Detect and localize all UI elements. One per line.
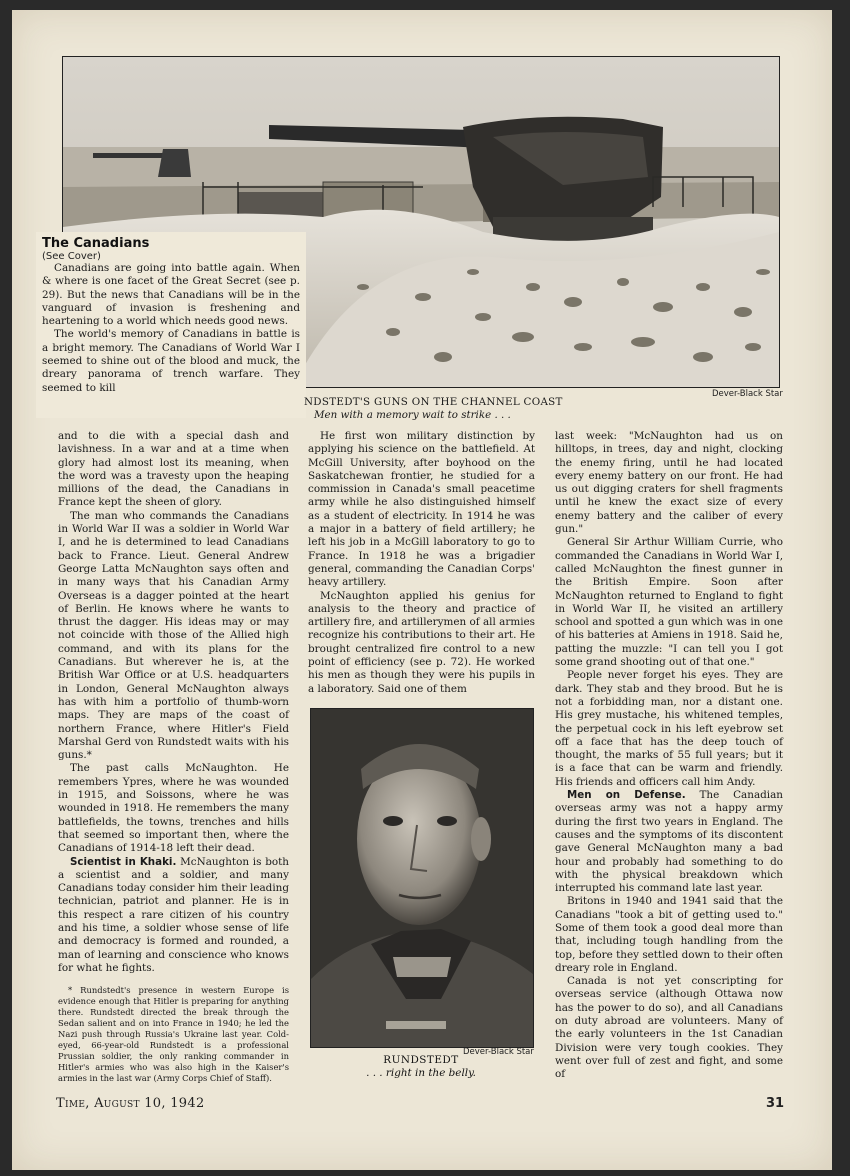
- portrait-credit: Dever-Black Star: [463, 1047, 534, 1057]
- body-paragraph: [58, 856, 289, 976]
- body-paragraph: The man who commands the Canadians in World War II was a soldier in World War I, and he is determined to lead Canadians back to France. Lieut. General Andrew George Latta McNaughton says often and in many ways that his Canadian Army Overseas is a dagger pointed at the heart of Berlin. He knows where he wants to thrust the dagger. His ideas may or may not coincide with those of the Allied high command, and with its plans for the Canadians. But wherever he is, at the British War Office or at U.S. headquarters in London, General McNaughton always has with him a portfolio of thumb-worn maps. They are maps of the coast of northern France, where Hitler's Field Marshal Gerd von Rundstedt waits with his guns.*: [58, 509, 289, 762]
- body-paragraph: He first won military distinction by applying his science on the battlefield. At McGill University, after boyhood on the Saskatchewan frontier, he studied for a commission in Canada's small peacetime army while he also distinguished himself as a student of electricity. In 1914 he was a major in a battery of field artillery; he left his job in a McGill laboratory to go to France. In 1918 he was a brigadier general, commanding the Canadian Corps' heavy artillery.: [308, 430, 535, 589]
- body-paragraph: last week: "McNaughton had us on hilltops, in trees, day and night, clocking the enemy firing, until he had located every enemy battery on our front. He had us out digging craters for shell fragments until he knew the exact size of every enemy battery and the caliber of every gun.": [555, 430, 783, 536]
- rundstedt-portrait: [310, 708, 534, 1048]
- top-photo-caption-line: Men with a memory wait to strike . . .: [314, 409, 511, 421]
- body-paragraph: General Sir Arthur William Currie, who commanded the Canadians in World War I, called McNaughton the finest gunner in the British Empire. Soon after McNaughton returned to England to fight in World War II, he visited an artillery school and spotted a gun which was in one of his batteries at Amiens in 1918. Said he, patting the muzzle: "I can tell you I got some grand shooting out of that one.": [555, 536, 783, 669]
- subhead-scientist-in-khaki: Scientist in Khaki.: [70, 855, 177, 868]
- intro-paragraph: The world's memory of Canadians in battle is a bright memory. The Canadians of World War I seemed to shine out of the blood and muck, the dreary panorama of trench warfare. They seemed to kill: [42, 328, 300, 394]
- top-photo-caption: [304, 396, 563, 422]
- page-number: 31: [766, 1096, 785, 1111]
- column-3: [555, 430, 783, 1082]
- body-paragraph: and to die with a special dash and lavishness. In a war and at a time when glory had almost lost its meaning, when the word was a travesty upon the heaping millions of the dead, the Canadians in France kept the sheen of glory.: [58, 430, 289, 509]
- top-photo-credit: Dever-Black Star: [712, 389, 783, 399]
- column-1: [58, 430, 289, 1084]
- body-paragraph: Britons in 1940 and 1941 said that the Canadians "took a bit of getting used to." Some of them took a good deal more than that, including tough handling from the top, before they settled down to their often dreary role in England.: [555, 895, 783, 974]
- rundstedt-portrait-illustration: [311, 709, 533, 1047]
- section-heading: The Canadians: [42, 236, 150, 251]
- intro-box: [36, 232, 306, 418]
- footnote-text: * Rundstedt's presence in western Europe is evidence enough that Hitler is preparing for anything there. Rundstedt directed the break through the Sedan salient and on into France in 1940; he led the Nazi push through Russia's Ukraine last year. Cold-eyed, 66-year-old Rundstedt is a professional Prussian soldier, the only ranking commander in Hitler's armies who was also high in the Kaiser's armies in the last war (Army Corps Chief of Staff).: [58, 985, 289, 1084]
- column-2: [308, 430, 535, 696]
- portrait-caption-line: . . . right in the belly.: [366, 1067, 476, 1079]
- body-paragraph: People never forget his eyes. They are dark. They stab and they brood. But he is not a forbidding man, nor a distant one. His grey mustache, his whitened temples, the perpetual cock in his left eyebrow set off a face that has the deep touch of thought, the marks of 55 full years; but it is a face that can be warm and friendly. His friends and officers call him Andy.: [555, 669, 783, 788]
- body-paragraph: [555, 789, 783, 895]
- body-text: McNaughton is both a scientist and a soldier, and many Canadians today consider him their leading technician, patriot and planner. He is in this respect a rare citizen of his country and his time, a soldier whose sense of life and democracy is formed and rounded, a man of learning and conscience who knows for what he fights.: [58, 855, 289, 974]
- portrait-caption: [310, 1054, 532, 1080]
- body-paragraph: McNaughton applied his genius for analysis to the theory and practice of artillery fire, and artillerymen of all armies recognize his contributions to their art. He brought centralized fire control to a new point of efficiency (see p. 72). He worked his men as though they were his pupils in a laboratory. Said one of them: [308, 589, 535, 695]
- top-photo-caption-title: NDSTEDT'S GUNS ON THE CHANNEL COAST: [304, 396, 563, 408]
- subhead-men-on-defense: Men on Defense.: [567, 789, 686, 802]
- footer-publication: Time, August 10, 1942: [56, 1096, 205, 1111]
- intro-text: [42, 262, 300, 395]
- portrait-name: RUNDSTEDT: [383, 1054, 459, 1066]
- footnote: [58, 985, 289, 1084]
- body-paragraph: The past calls McNaughton. He remembers Ypres, where he was wounded in 1915, and Soissons, where he was wounded in 1918. He remembers the many battlefields, the towns, trenches and hills that seemed so important then, where the Canadians of 1914-18 left their dead.: [58, 762, 289, 855]
- section-subheading: (See Cover): [42, 251, 101, 262]
- body-text: The Canadian overseas army was not a happy army during the first two years in England. The causes and the symptoms of its discontent gave General McNaughton many a bad hour and probably had something to do with the physical breakdown which interrupted his command late last year.: [555, 789, 783, 895]
- body-paragraph: Canada is not yet conscripting for overseas service (although Ottawa now has the power to do so), and all Canadians on duty abroad are volunteers. Many of the early volunteers in the 1st Canadian Division were very tough cookies. They went over full of zest and fight, and some of: [555, 975, 783, 1081]
- intro-paragraph: Canadians are going into battle again. When & where is one facet of the Great Secret (see p. 29). But the news that Canadians will be in the vanguard of invasion is freshening and heartening to a world which needs good news.: [42, 262, 300, 328]
